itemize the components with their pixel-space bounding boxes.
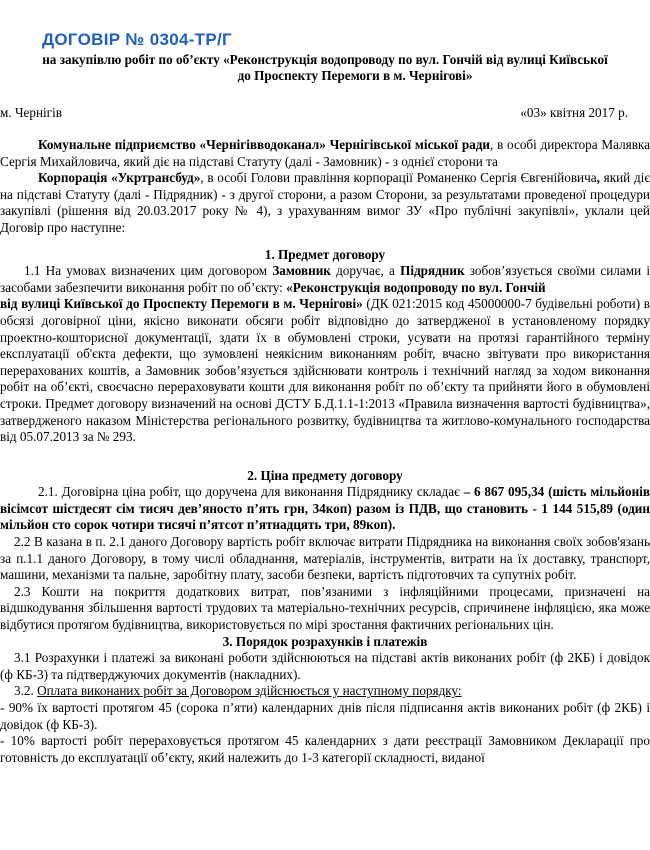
clause-3-2-item-1: - 90% їх вартості протягом 45 (сорока п’яти) календарних днів після підписання актів виконаних робіт (ф 2КБ) і довідок (ф КБ-3). bbox=[0, 700, 650, 732]
clause-1-1: 1.1 На умовах визначених цим договором Замовник доручає, а Підрядник зобов’язується своїми силами і засобами забезпечити виконання робіт по об’єкту: «Реконструкція водопроводу по вул. Гончій bbox=[0, 263, 650, 295]
contractor-name: Корпорація «Укртрансбуд» bbox=[38, 170, 201, 186]
contract-subtitle bbox=[0, 52, 650, 84]
clause-2-2: 2.2 В казана в п. 2.1 даного Договору вартість робіт включає витрати Підрядника на виконання своїх зобов'язань за п.1.1 даного Договору, в тому числі обладнання, матеріалів, інструментів, витрати на їх доставку, транспорт, машини, механізми та пальне, заробітну плату, засоби безпеки, вартість підготовчих та супутніх робіт. bbox=[0, 534, 650, 583]
contract-place: м. Чернігів bbox=[0, 105, 62, 120]
contract-date: «03» квітня 2017 р. bbox=[520, 105, 628, 120]
subtitle-line-1: на закупівлю робіт по об’єкту «Реконструкція водопроводу по вул. Гончій від вулиці Київської bbox=[42, 52, 608, 67]
preamble-customer: Комунальне підприємство «Чернігівводоканал» Чернігівської міської ради, в особі директора Малявка Сергія Михайловича, який діє на підставі Статуту (далі - Замовник) - з однієї сторони та bbox=[0, 137, 650, 169]
contract-title: ДОГОВІР № 0304-ТР/Г bbox=[42, 30, 232, 49]
preamble-contractor: Корпорація «Укртрансбуд», в особі Голови правління корпорації Романенко Сергія Євгенійовича, який діє на підставі Статуту (далі - Підрядник) - з другої сторони, а разом Сторони, за результатами проведеної процедури закупівлі (рішення від 20.03.2017 року № 4), з урахуванням вимог ЗУ «Про публічні закупівлі», уклали цей Договір про наступне: bbox=[0, 170, 650, 235]
clause-2-3: 2.3 Кошти на покриття додаткових витрат, пов’язаними з інфляційними процесами, призначені на відшкодування збільшення вартості трудових та матеріально-технічних ресурсів, спричинене інфляцією, яка може відбутися протягом будівництва, використовується по мірі зростання фактичних регіональних цін. bbox=[0, 583, 650, 633]
section-2-heading: 2. Ціна предмету договору bbox=[247, 467, 403, 483]
clause-3-2: 3.2. Оплата виконаних робіт за Договором здійснюється у наступному порядку: bbox=[14, 683, 462, 699]
clause-1-1-cont: від вулиці Київської до Проспекту Перемоги в м. Чернігові» (ДК 021:2015 код 45000000-7 будівельні роботи) в обсязі договірної ціни, якісно виконати обсяги робіт відповідно до затвердженої в установленому порядку проектно-кошторисної документації, здати їх в обумовлені строки, усувати на протязі гарантійного терміну експлуатації об'єкта дефекти, що зумовлені неякісним виконанням робіт, вчасно звітувати про використання перерахованих коштів, а Замовник зобов’язується здійснювати контроль і технічний нагляд за ходом виконання робіт на об’єкті, своєчасно перераховувати кошти для виконання робіт по об’єкту та прийняти його в обумовлені строки. Предмет договору визначений на основі ДСТУ Б.Д.1.1-1:2013 «Правила визначення вартості будівництва», затвердженого наказом Міністерства регіонального розвитку, будівництва та житлово-комунального господарства від 05.07.2013 за № 293. bbox=[0, 296, 650, 445]
clause-3-2-item-2: - 10% вартості робіт перераховується протягом 45 календарних з дати реєстрації Замовником Декларації про готовність до експлуатації об’єкту, який належить до 1-3 категорії складності, виданої bbox=[0, 733, 650, 765]
clause-2-1: 2.1. Договірна ціна робіт, що доручена для виконання Підряднику складає – 6 867 095,34 (шість мільйонів вісімсот шістдесят сім тисяч дев’яносто п’ять грн, 34коп) разом із ПДВ, що становить - 1 144 515,89 (один мільйон сто сорок чотири тисячі п’ятсот п’ятнадцять три, 89коп). bbox=[0, 484, 650, 533]
clause-3-1: 3.1 Розрахунки і платежі за виконані роботи здійснюються на підставі актів виконаних робіт (ф 2КБ) і довідок (ф КБ-3) та підтверджуючих документів (накладних). bbox=[0, 650, 650, 682]
subtitle-line-2: до Проспекту Перемоги в м. Чернігові» bbox=[237, 68, 473, 83]
section-3-heading: 3. Порядок розрахунків і платежів bbox=[222, 633, 428, 649]
contract-price: – 6 867 095,34 (шість мільйонів вісімсот шістдесят сім тисяч дев’яносто п’ять грн, 34коп) разом із ПДВ, що становить - 1 144 515,89 (один мільйон сто сорок чотири тисячі п’ятсот п’ятнадцять три, 89коп). bbox=[0, 484, 650, 533]
section-1-heading: 1. Предмет договору bbox=[264, 246, 386, 262]
customer-name: Комунальне підприємство «Чернігівводоканал» Чернігівської міської ради bbox=[38, 137, 491, 152]
contract-body bbox=[0, 137, 650, 766]
